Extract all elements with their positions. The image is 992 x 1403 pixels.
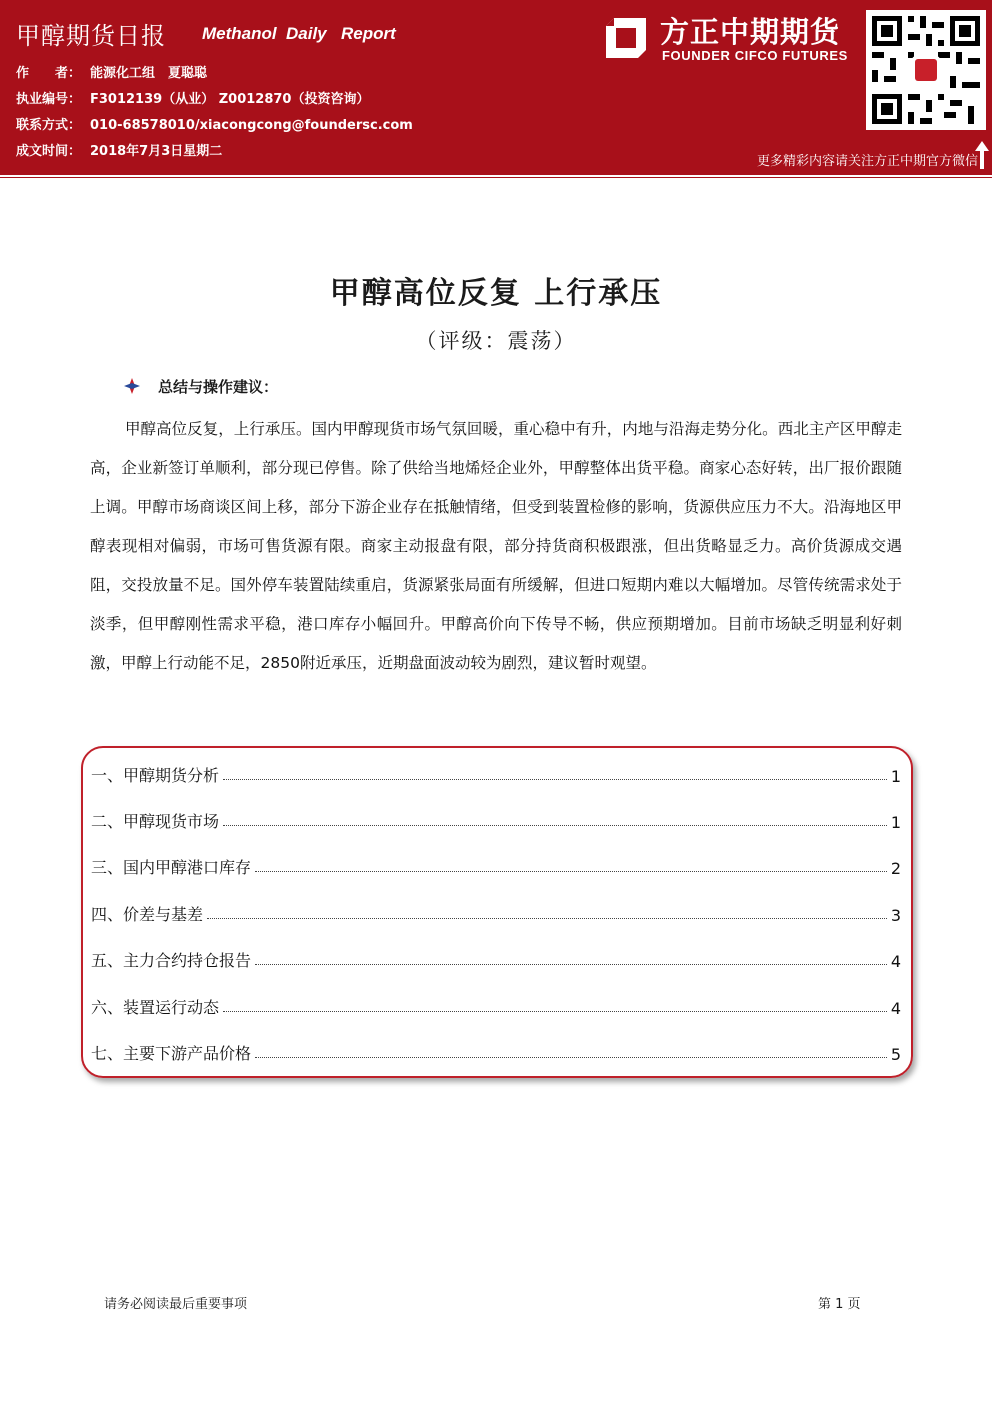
toc-item[interactable] — [91, 992, 901, 1018]
toc-item[interactable] — [91, 945, 901, 971]
brand-name-cn: 方正中期期货 — [660, 15, 841, 49]
toc-item[interactable] — [91, 1038, 901, 1064]
diamond-bullet-icon — [124, 378, 140, 394]
date-row — [16, 140, 222, 159]
footer-page-number: 第 1 页 — [818, 1297, 861, 1312]
toc-leader — [255, 1057, 887, 1058]
summary-paragraph: 甲醇高位反复，上行承压。国内甲醇现货市场气氛回暖，重心稳中有升，内地与沿海走势分化。西北主产区甲醇走高，企业新签订单顺利，部分现已停售。除了供给当地烯烃企业外，甲醇整体出货平稳。商家心态好转，出厂报价跟随上调。甲醇市场商谈区间上移，部分下游企业存在抵触情绪，但受到装置检修的影响，货源供应压力不大。沿海地区甲醇表现相对偏弱，市场可售货源有限。商家主动报盘有限，部分持货商积极跟涨，但出货略显乏力。高价货源成交遇阻，交投放量不足。国外停车装置陆续重启，货源紧张局面有所缓解，但进口短期内难以大幅增加。尽管传统需求处于淡季，但甲醇刚性需求平稳，港口库存小幅回升。甲醇高价向下传导不畅，供应预期增加。目前市场缺乏明显利好刺激，甲醇上行动能不足，2850附近承压，近期盘面波动较为剧烈，建议暂时观望。 — [90, 420, 902, 672]
summary-heading — [124, 376, 278, 397]
footer-notice: 请务必阅读最后重要事项 — [104, 1297, 248, 1312]
report-header — [0, 0, 992, 172]
toc-item-page: 1 — [890, 813, 901, 832]
toc-leader — [207, 918, 887, 919]
toc-item-label: 六、装置运行动态 — [91, 998, 220, 1017]
toc-item-label: 三、国内甲醇港口库存 — [91, 858, 252, 877]
toc-leader — [223, 1011, 887, 1012]
table-of-contents — [81, 746, 913, 1078]
summary-heading-label: 总结与操作建议： — [158, 378, 279, 396]
contact-value: 010-68578010/xiacongcong@foundersc.com — [90, 118, 413, 133]
toc-item-label: 五、主力合约持仓报告 — [91, 951, 252, 970]
toc-item-label: 二、甲醇现货市场 — [91, 812, 220, 831]
toc-item-page: 4 — [890, 952, 901, 971]
up-arrow-icon — [974, 140, 990, 170]
document-title: 甲醇高位反复 上行承压 — [329, 276, 663, 311]
license-value: F3012139（从业） Z0012870（投资咨询） — [90, 92, 370, 107]
license-label: 执业编号： — [16, 92, 82, 107]
toc-item-label: 一、甲醇期货分析 — [91, 766, 220, 785]
toc-item[interactable] — [91, 806, 901, 832]
contact-row — [16, 114, 413, 133]
rating-text: （评级：震荡） — [415, 329, 577, 353]
author-row — [16, 62, 207, 81]
toc-leader — [255, 964, 887, 965]
toc-item-page: 3 — [890, 906, 901, 925]
report-title-cn: 甲醇期货日报 — [16, 22, 166, 50]
toc-item-page: 5 — [890, 1045, 901, 1064]
toc-item[interactable] — [91, 899, 901, 925]
date-value: 2018年7月3日星期二 — [90, 144, 223, 159]
qr-code-icon — [866, 10, 986, 130]
toc-item[interactable] — [91, 760, 901, 786]
toc-leader — [223, 779, 887, 780]
date-label: 成文时间： — [16, 144, 82, 159]
toc-item-page: 1 — [890, 767, 901, 786]
toc-leader — [255, 871, 887, 872]
toc-item-label: 七、主要下游产品价格 — [91, 1044, 252, 1063]
toc-item-page: 4 — [890, 999, 901, 1018]
header-divider — [0, 172, 992, 175]
report-title-en-3: Report — [341, 24, 396, 43]
license-row — [16, 88, 369, 107]
author-label: 作 者： — [16, 66, 82, 81]
follow-wechat-text: 更多精彩内容请关注方正中期官方微信 — [756, 154, 978, 169]
author-value: 能源化工组 夏聪聪 — [90, 66, 208, 81]
toc-leader — [223, 825, 887, 826]
report-title-en-1: Methanol — [202, 24, 277, 43]
contact-label: 联系方式： — [16, 118, 82, 133]
toc-item[interactable] — [91, 852, 901, 878]
toc-item-label: 四、价差与基差 — [91, 905, 204, 924]
toc-item-page: 2 — [890, 859, 901, 878]
brand-name-en: FOUNDER CIFCO FUTURES — [662, 48, 848, 63]
header-divider-thin — [0, 177, 992, 178]
founder-logo-icon — [604, 16, 648, 60]
report-title-en-2: Daily — [286, 24, 327, 43]
